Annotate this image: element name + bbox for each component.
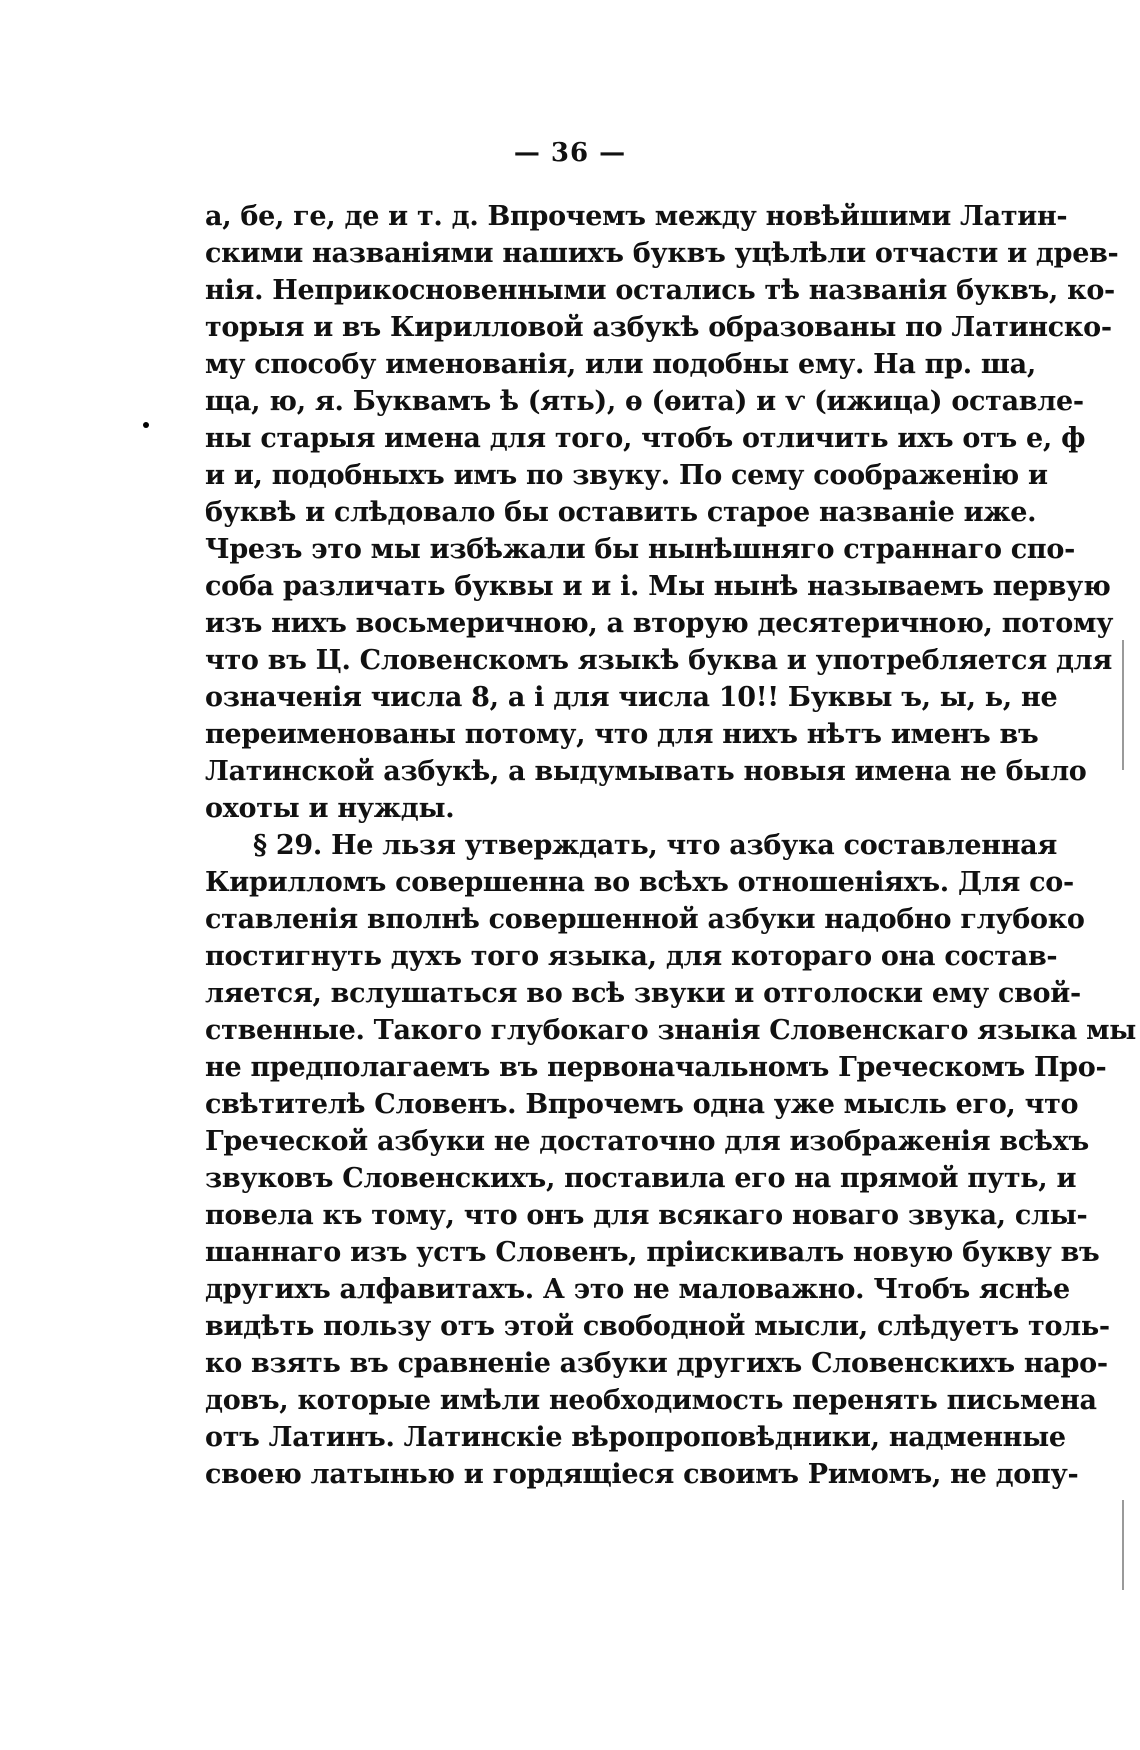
scan-speck [143, 422, 149, 428]
text-line: торыя и въ Кирилловой азбукѣ образованы по Латинско- [205, 312, 1112, 343]
text-line: Латинской азбукѣ, а выдумывать новыя имена не было [205, 756, 1087, 787]
text-line: отъ Латинъ. Латинскіе вѣропроповѣдники, надменные [205, 1422, 1066, 1453]
scan-edge-mark [1122, 1500, 1124, 1590]
text-line: ща, ю, я. Буквамъ ѣ (ять), ѳ (ѳита) и ѵ (ижица) оставле- [205, 386, 1084, 417]
text-line: ственные. Такого глубокаго знанія Словенскаго языка мы [205, 1015, 1136, 1046]
text-line: ны старыя имена для того, чтобъ отличить ихъ отъ е, ф [205, 423, 1086, 454]
page-number: — 36 — [513, 138, 627, 168]
text-line: ставленія вполнѣ совершенной азбуки надобно глубоко [205, 904, 1085, 935]
scan-edge-mark [1122, 640, 1124, 770]
text-line: изъ нихъ восьмеричною, а вторую десятеричною, потому [205, 608, 1114, 639]
text-line: переименованы потому, что для нихъ нѣтъ именъ въ [205, 719, 1039, 750]
body-text [205, 198, 1136, 1493]
text-line: буквѣ и слѣдовало бы оставить старое названіе иже. [205, 497, 1037, 528]
text-line: другихъ алфавитахъ. А это не маловажно. Чтобъ яснѣе [205, 1274, 1070, 1305]
text-line: Кирилломъ совершенна во всѣхъ отношеніяхъ. Для со- [205, 867, 1074, 898]
text-line: и и, подобныхъ имъ по звуку. По сему соображенію и [205, 460, 1048, 491]
text-line: своею латынью и гордящіеся своимъ Римомъ, не допу- [205, 1459, 1079, 1490]
text-line: видѣть пользу отъ этой свободной мысли, слѣдуетъ толь- [205, 1311, 1110, 1342]
paragraph-end-line: охоты и нужды. [205, 793, 455, 824]
text-line: довъ, которые имѣли необходимость перенять письмена [205, 1385, 1097, 1416]
text-line: Греческой азбуки не достаточно для изображенія всѣхъ [205, 1126, 1089, 1157]
section-29-first-line: § 29. Не льзя утверждать, что азбука составленная [253, 830, 1058, 861]
text-line: звуковъ Словенскихъ, поставила его на прямой путь, и [205, 1163, 1077, 1194]
text-line: постигнуть духъ того языка, для котораго она состав- [205, 941, 1058, 972]
text-line: нія. Неприкосновенными остались тѣ названія буквъ, ко- [205, 275, 1115, 306]
text-line: означенія числа 8, а і для числа 10!! Буквы ъ, ы, ь, не [205, 682, 1058, 713]
text-line: ко взять въ сравненіе азбуки другихъ Словенскихъ наро- [205, 1348, 1108, 1379]
text-line: ляется, вслушаться во всѣ звуки и отголоски ему свой- [205, 978, 1081, 1009]
text-line: а, бе, ге, де и т. д. Впрочемъ между новѣйшими Латин- [205, 201, 1068, 232]
text-line: Чрезъ это мы избѣжали бы нынѣшняго страннаго спо- [205, 534, 1075, 565]
text-line: соба различать буквы и и і. Мы нынѣ называемъ первую [205, 571, 1111, 602]
text-line: свѣтителѣ Словенъ. Впрочемъ одна уже мысль его, что [205, 1089, 1079, 1120]
text-line: повела къ тому, что онъ для всякаго новаго звука, слы- [205, 1200, 1088, 1231]
text-line: шаннаго изъ устъ Словенъ, пріискивалъ новую букву въ [205, 1237, 1100, 1268]
text-line: не предполагаемъ въ первоначальномъ Греческомъ Про- [205, 1052, 1107, 1083]
text-line: скими названіями нашихъ буквъ уцѣлѣли отчасти и древ- [205, 238, 1119, 269]
text-line: что въ Ц. Словенскомъ языкѣ буква и употребляется для [205, 645, 1113, 676]
text-line: му способу именованія, или подобны ему. На пр. ша, [205, 349, 1036, 380]
